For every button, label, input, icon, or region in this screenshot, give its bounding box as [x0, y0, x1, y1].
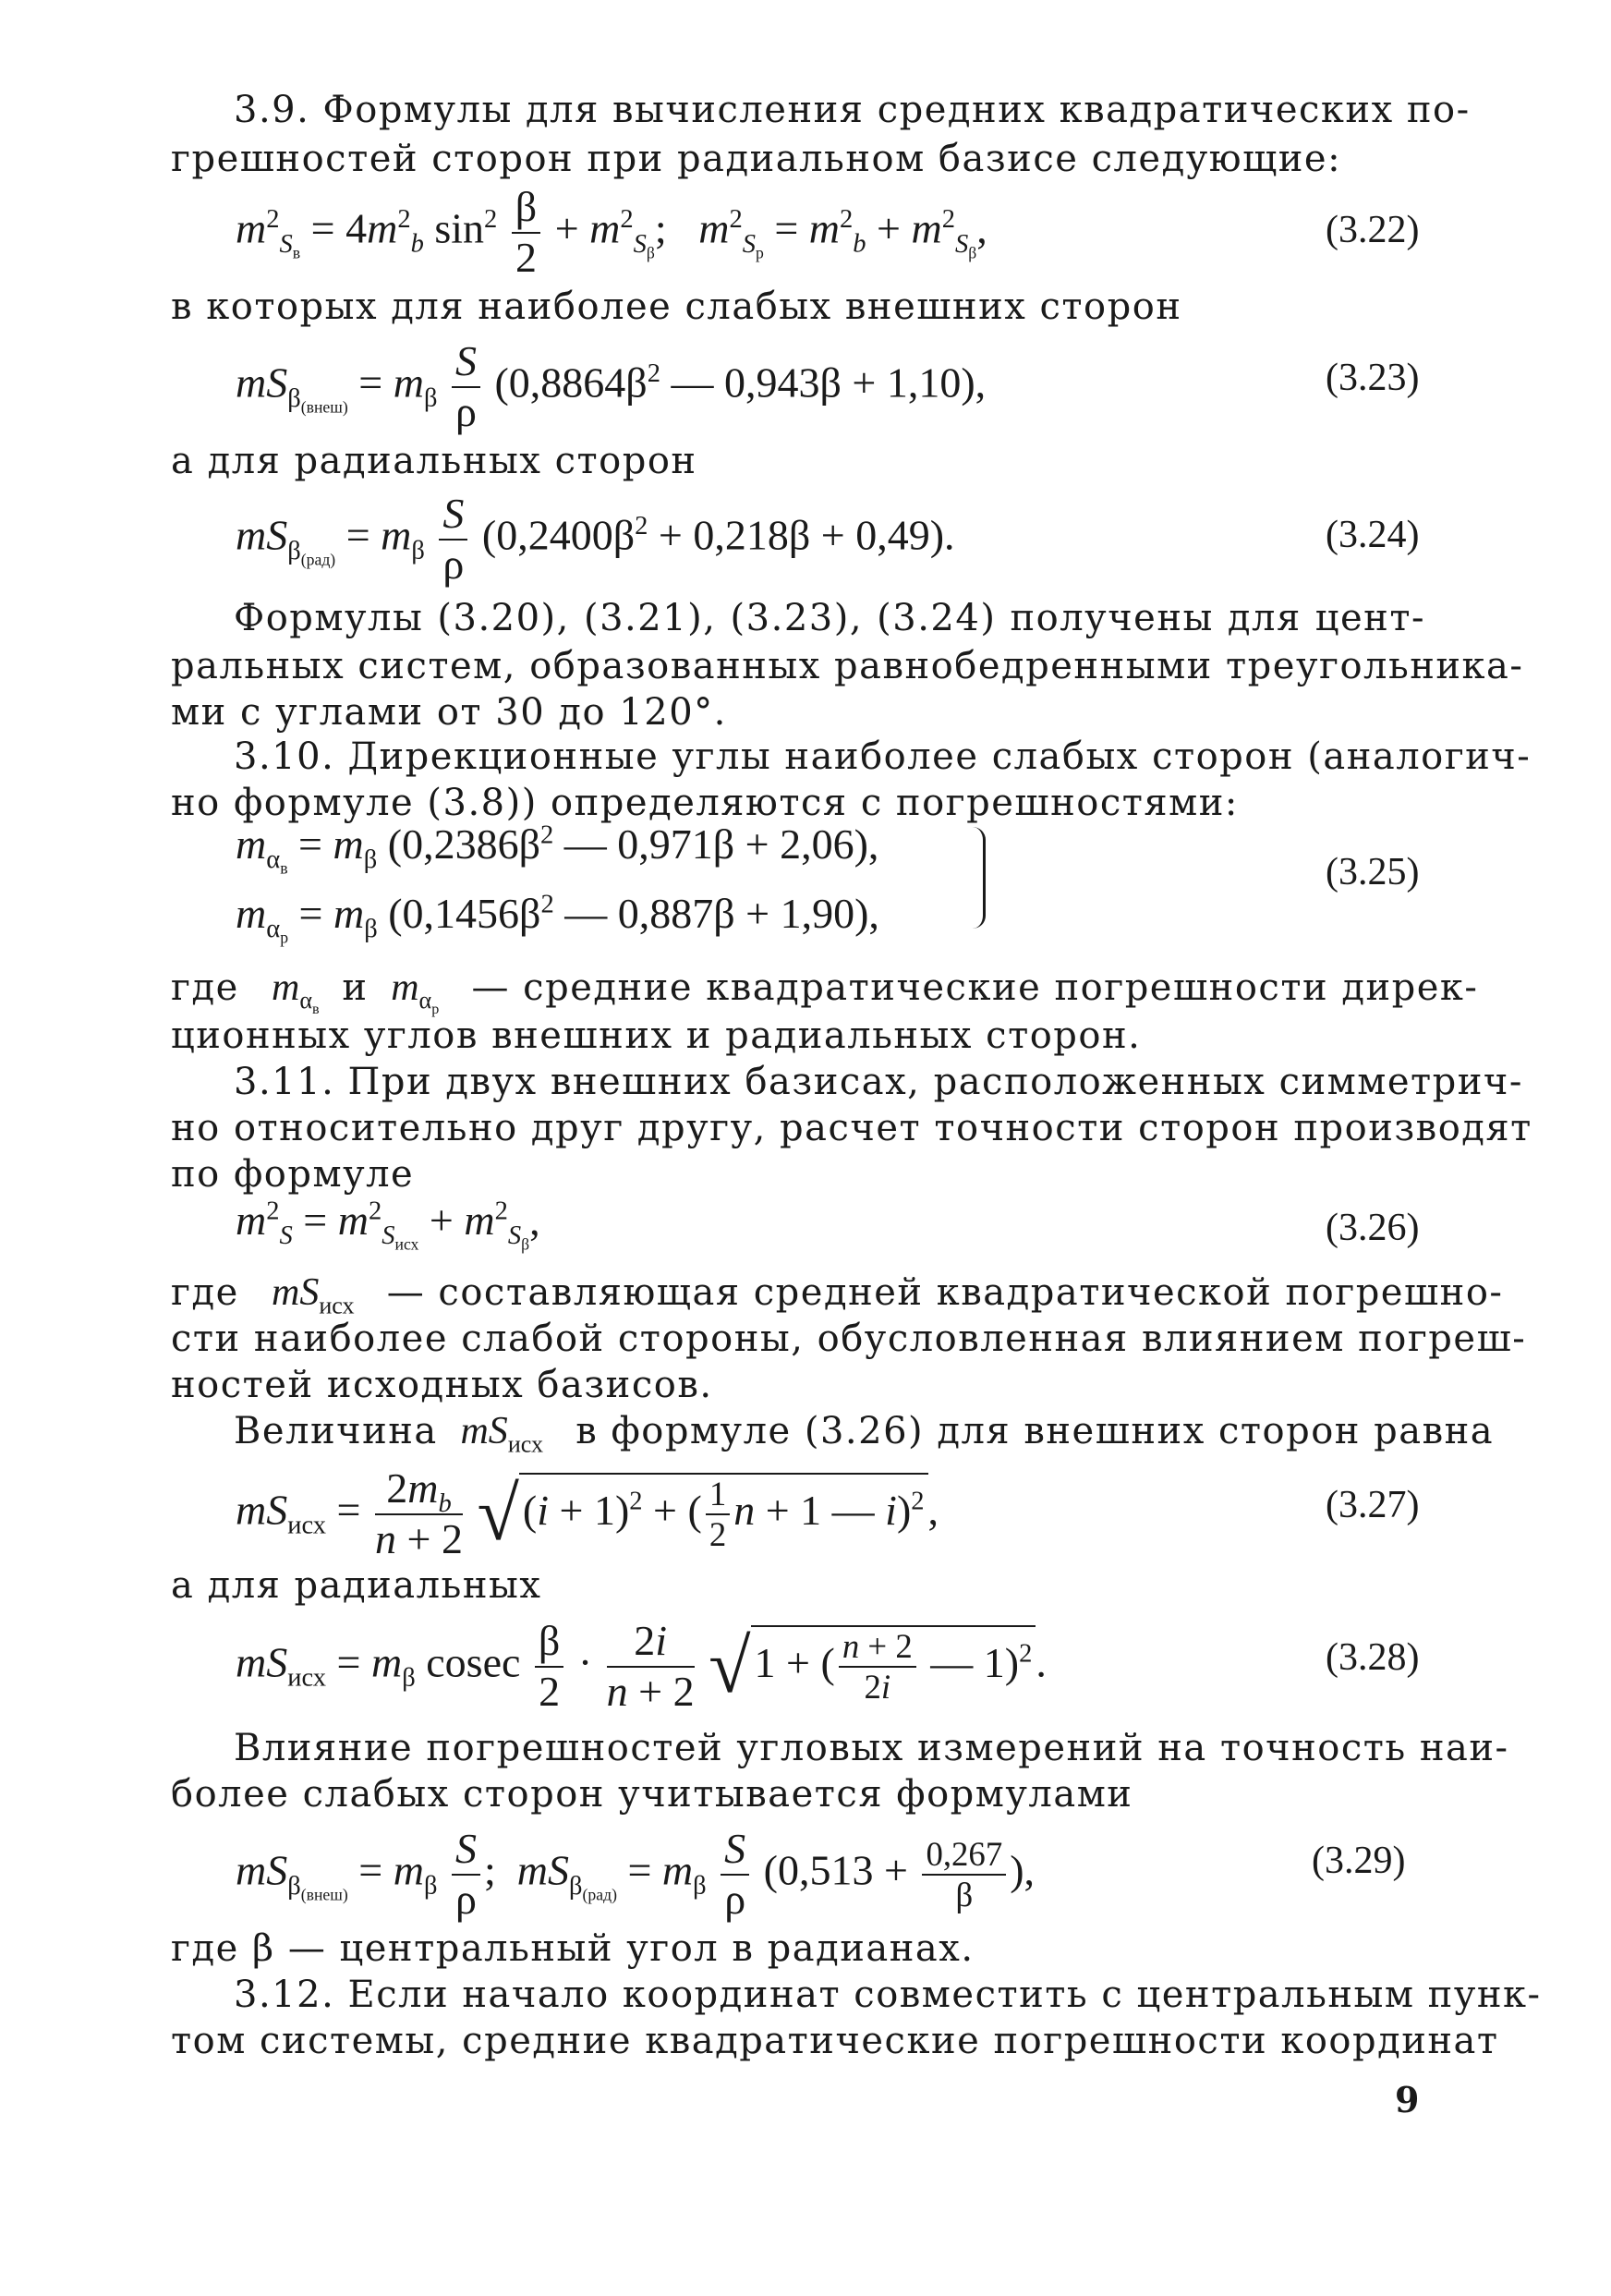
text-line: где $mS_{исх}$ — составляющая средней квадратической погрешно-	[171, 1271, 1504, 1319]
text-fragment: где	[171, 1271, 239, 1314]
equation-number: (3.28)	[1326, 1636, 1420, 1679]
text-line: а для радиальных сторон	[171, 440, 697, 482]
page-number: 9	[1395, 2079, 1420, 2120]
equation-number: (3.25)	[1326, 851, 1420, 893]
text-line: более слабых сторон учитывается формулами	[171, 1773, 1133, 1816]
text-fragment: — средние квадратические погрешности дирек-	[471, 966, 1479, 1009]
formula-3-23: $mS_{\beta_{(внеш)}} = m_\beta$ $\frac{S}{\rho}$ ($0,8864\beta^2$ — 0,943β + 1,10),	[236, 337, 987, 435]
text-line: но формуле (3.8)) определяются с погрешностями:	[171, 782, 1239, 824]
text-line: по формуле	[171, 1153, 415, 1196]
text-line: 3.12. Если начало координат совместить с центральным пунк-	[234, 1974, 1542, 2016]
equation-number: (3.22)	[1326, 209, 1420, 251]
text-line: где β — центральный угол в радианах.	[171, 1927, 975, 1970]
equation-number: (3.26)	[1326, 1207, 1420, 1249]
formula-3-27: $mS_{исх}$ = $\frac{2m_b}{n + 2}$ $√(i + 1)^2$ + ( $\frac{1}{2}$ n + 1 — i)$^2$,	[236, 1464, 939, 1562]
text-line: Величина $mS_{исх}$ в формуле (3.26) для внешних сторон равна	[234, 1410, 1495, 1458]
text-line: 3.11. При двух внешних базисах, расположенных симметрич-	[234, 1061, 1523, 1103]
formula-3-25b: $m_{\alpha_р} = m_\beta$ ($0,1456\beta^2$ — 0,887β + 1,90),	[236, 890, 879, 947]
formula-3-25a: $m_{\alpha_в} = m_\beta$ ($0,2386\beta^2$ — 0,971β + 2,06),	[236, 820, 879, 878]
formula-3-24: $mS_{\beta_{(рад)}} = m_\beta$ $\frac{S}{\rho}$ $(0,2400\beta^2 + 0,218\beta + 0,49)$.	[236, 490, 955, 588]
text-line: грешностей сторон при радиальном базисе следующие:	[171, 138, 1342, 180]
text-line: но относительно друг другу, расчет точности сторон производят	[171, 1107, 1532, 1149]
formula-3-29: $mS_{\beta_{(внеш)}} = m_\beta$ $\frac{S}{\rho}$ ; $mS_{\beta_{(рад)}} = m_\beta$ $\frac{S}{\rho}$ (0,513 + $\frac{0,267}{\beta}$ ),	[236, 1825, 1036, 1923]
text-line: в которых для наиболее слабых внешних сторон	[171, 285, 1182, 328]
text-line: ральных систем, образованных равнобедренными треугольника-	[171, 645, 1524, 687]
text-fragment: в формуле (3.26) для внешних сторон равна	[575, 1410, 1495, 1452]
text-line: 3.9. Формулы для вычисления средних квадратических по-	[234, 89, 1471, 131]
formula-3-28: $mS_{исх} = m_\beta$ cosec $\frac{\beta}{2}$ · $\frac{2i}{n + 2}$ √1 + ( $\frac{n + 2}{2i}$ — 1)$^2$.	[236, 1617, 1047, 1715]
brace	[970, 827, 986, 929]
text-fragment: где	[171, 966, 239, 1009]
text-line: ностей исходных базисов.	[171, 1364, 713, 1406]
text-line: сти наиболее слабой стороны, обусловленная влиянием погреш-	[171, 1318, 1527, 1360]
equation-number: (3.23)	[1326, 357, 1420, 399]
text-fragment: и	[342, 966, 369, 1009]
equation-number: (3.27)	[1326, 1484, 1420, 1526]
formula-3-26: $m^2_S = m^2_{S_{исх}} + m^2_{S_\beta}$,	[236, 1197, 540, 1254]
text-line: Влияние погрешностей угловых измерений на точность наи-	[234, 1727, 1509, 1769]
text-line: а для радиальных	[171, 1564, 542, 1607]
text-fragment: — составляющая средней квадратической погрешно-	[386, 1271, 1504, 1314]
text-line: ционных углов внешних и радиальных сторон.	[171, 1014, 1142, 1057]
text-line: том системы, средние квадратические погрешности координат	[171, 2020, 1499, 2062]
equation-number: (3.24)	[1326, 514, 1420, 556]
text-fragment: Величина	[234, 1410, 438, 1452]
text-line: Формулы (3.20), (3.21), (3.23), (3.24) получены для цент-	[234, 597, 1425, 639]
text-line: ми с углами от 30 до 120°.	[171, 691, 727, 734]
text-line: где $m_{\alpha_в}$ и $m_{\alpha_р}$ — средние квадратические погрешности дирек-	[171, 966, 1479, 1018]
formula-3-22: $m^2_{S_в} = 4m^2_b$ $\sin^2$ $\frac{\beta}{2}$ + $m^2_{S_\beta}$; $m^2_{S_р} = m^2_b + m^2_{S_\beta}$,	[236, 183, 987, 281]
text-line: 3.10. Дирекционные углы наиболее слабых сторон (аналогич-	[234, 735, 1532, 778]
equation-number: (3.29)	[1312, 1840, 1406, 1882]
